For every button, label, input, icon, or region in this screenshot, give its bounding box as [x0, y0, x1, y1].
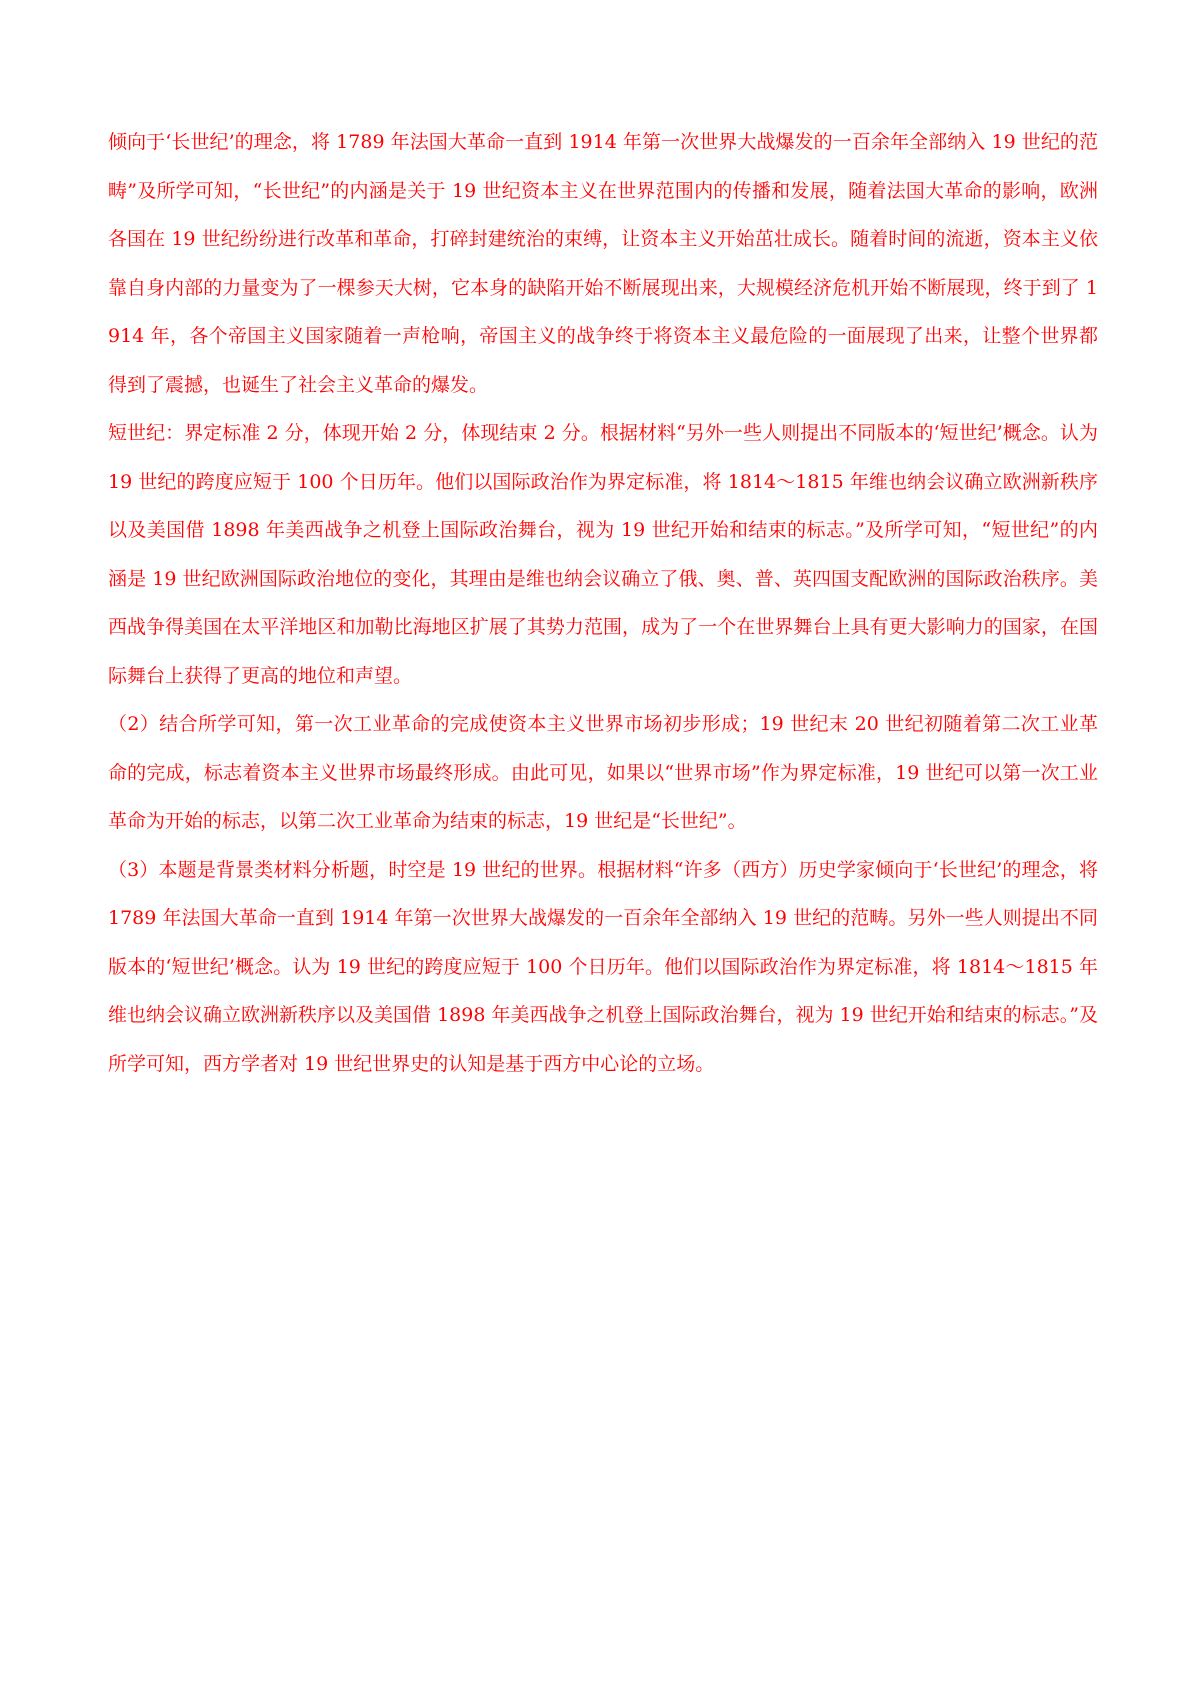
paragraph-long-century: 倾向于‘长世纪’的理念，将 1789 年法国大革命一直到 1914 年第一次世界大战爆发的一百余年全部纳入 19 世纪的范畴”及所学可知，“长世纪”的内涵是关于 19 世纪资本主义在世界范围内的传播和发展，随着法国大革命的影响，欧洲各国在 19 世纪纷纷进行改革和革命，打碎封建统治的束缚，让资本主义开始茁壮成长。随着时间的流逝，资本主义依靠自身内部的力量变为了一棵参天大树，它本身的缺陷开始不断展现出来，大规模经济危机开始不断展现，终于到了 1914 年，各个帝国主义国家随着一声枪响，帝国主义的战争终于将资本主义最危险的一面展现了出来，让整个世界都得到了震撼，也诞生了社会主义革命的爆发。 — [108, 131, 1098, 396]
paragraph-answer-2: （2）结合所学可知，第一次工业革命的完成使资本主义世界市场初步形成；19 世纪末 20 世纪初随着第二次工业革命的完成，标志着资本主义世界市场最终形成。由此可见，如果以“世界市场”作为界定标准，19 世纪可以第一次工业革命为开始的标志，以第二次工业革命为结束的标志，19 世纪是“长世纪”。 — [108, 713, 1098, 832]
paragraph-short-century: 短世纪：界定标准 2 分，体现开始 2 分，体现结束 2 分。根据材料“另外一些人则提出不同版本的‘短世纪’概念。认为 19 世纪的跨度应短于 100 个日历年。他们以国际政治作为界定标准，将 1814～1815 年维也纳会议确立欧洲新秩序以及美国借 1898 年美西战争之机登上国际政治舞台，视为 19 世纪开始和结束的标志。”及所学可知，“短世纪”的内涵是 19 世纪欧洲国际政治地位的变化，其理由是维也纳会议确立了俄、奥、普、英四国支配欧洲的国际政治秩序。美西战争得美国在太平洋地区和加勒比海地区扩展了其势力范围，成为了一个在世界舞台上具有更大影响力的国家，在国际舞台上获得了更高的地位和声望。 — [108, 422, 1098, 687]
paragraph-answer-3: （3）本题是背景类材料分析题，时空是 19 世纪的世界。根据材料“许多（西方）历史学家倾向于‘长世纪’的理念，将 1789 年法国大革命一直到 1914 年第一次世界大战爆发的一百余年全部纳入 19 世纪的范畴。另外一些人则提出不同版本的‘短世纪’概念。认为 19 世纪的跨度应短于 100 个日历年。他们以国际政治作为界定标准，将 1814～1815 年维也纳会议确立欧洲新秩序以及美国借 1898 年美西战争之机登上国际政治舞台，视为 19 世纪开始和结束的标志。”及所学可知，西方学者对 19 世纪世界史的认知是基于西方中心论的立场。 — [108, 858, 1098, 1075]
answer-text-block — [108, 118, 1098, 1088]
